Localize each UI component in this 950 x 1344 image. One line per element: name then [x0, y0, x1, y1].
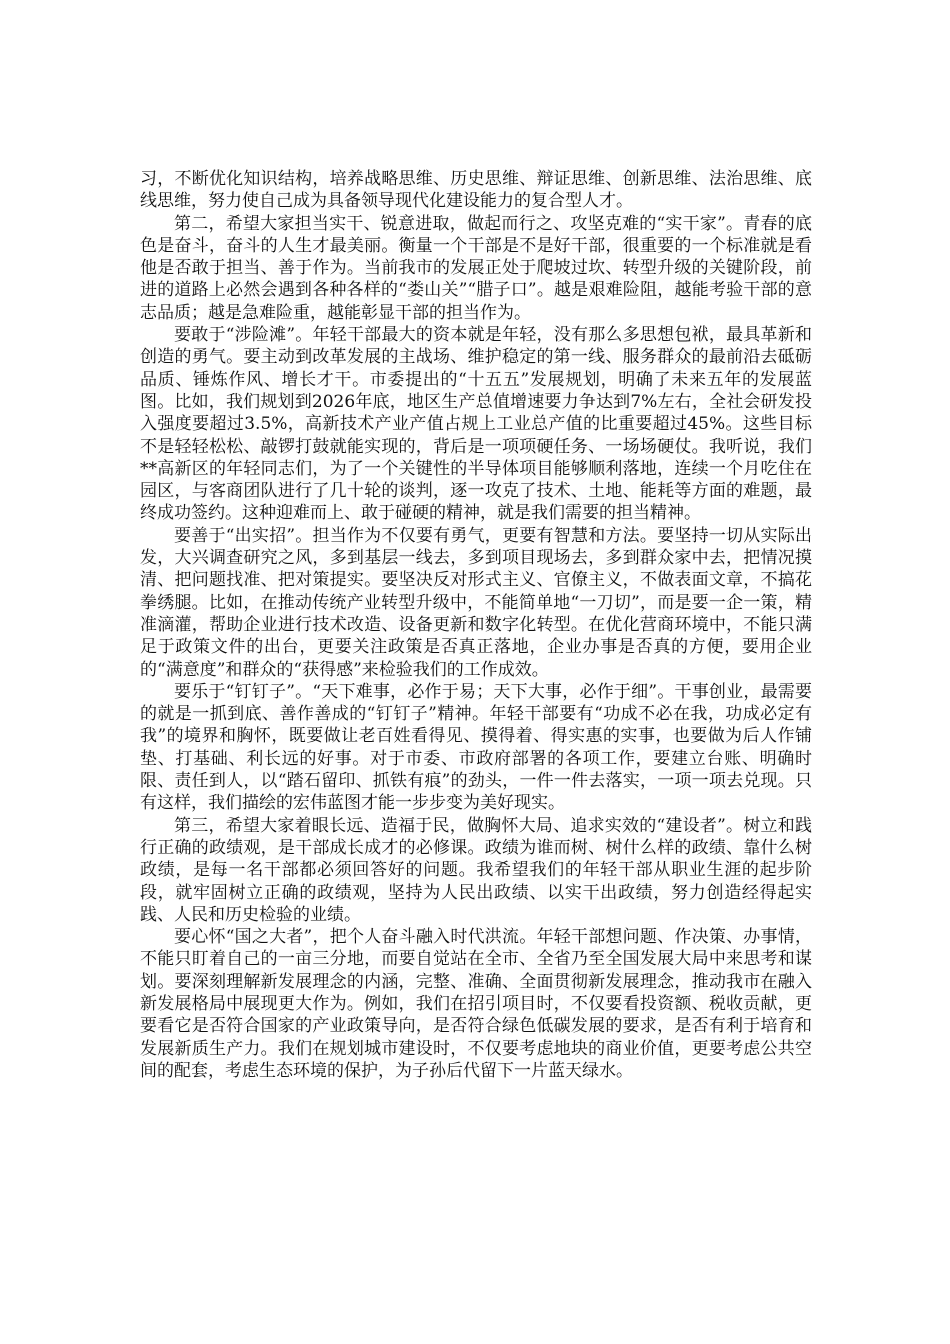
body-text	[140, 168, 812, 1082]
paragraph: 要敢于“涉险滩”。年轻干部最大的资本就是年轻，没有那么多思想包袱，最具革新和创造的勇气。要主动到改革发展的主战场、维护稳定的第一线、服务群众的最前沿去砥砺品质、锤炼作风、增长才干。市委提出的“十五五”发展规划，明确了未来五年的发展蓝图。比如，我们规划到2026年底，地区生产总值增速要力争达到7%左右，全社会研发投入强度要超过3.5%，高新技术产业产值占规上工业总产值的比重要超过45%。这些目标不是轻轻松松、敲锣打鼓就能实现的，背后是一项项硬任务、一场场硬仗。我听说，我们**高新区的年轻同志们，为了一个关键性的半导体项目能够顺利落地，连续一个月吃住在园区，与客商团队进行了几十轮的谈判，逐一攻克了技术、土地、能耗等方面的难题，最终成功签约。这种迎难而上、敢于碰硬的精神，就是我们需要的担当精神。	[140, 325, 812, 524]
paragraph: 要心怀“国之大者”，把个人奋斗融入时代洪流。年轻干部想问题、作决策、办事情，不能只盯着自己的一亩三分地，而要自觉站在全市、全省乃至全国发展大局中来思考和谋划。要深刻理解新发展理念的内涵，完整、准确、全面贯彻新发展理念，推动我市在融入新发展格局中展现更大作为。例如，我们在招引项目时，不仅要看投资额、税收贡献，更要看它是否符合国家的产业政策导向，是否符合绿色低碳发展的要求，是否有利于培育和发展新质生产力。我们在规划城市建设时，不仅要考虑地块的商业价值，更要考虑公共空间的配套，考虑生态环境的保护，为子孙后代留下一片蓝天绿水。	[140, 927, 812, 1081]
paragraph: 要乐于“钉钉子”。“天下难事，必作于易；天下大事，必作于细”。干事创业，最需要的就是一抓到底、善作善成的“钉钉子”精神。年轻干部要有“功成不必在我，功成必定有我”的境界和胸怀，既要做让老百姓看得见、摸得着、得实惠的实事，也要做为后人作铺垫、打基础、利长远的好事。对于市委、市政府部署的各项工作，要建立台账、明确时限、责任到人，以“踏石留印、抓铁有痕”的劲头，一件一件去落实，一项一项去兑现。只有这样，我们描绘的宏伟蓝图才能一步步变为美好现实。	[140, 681, 812, 814]
paragraph: 要善于“出实招”。担当作为不仅要有勇气，更要有智慧和方法。要坚持一切从实际出发，大兴调查研究之风，多到基层一线去，多到项目现场去，多到群众家中去，把情况摸清、把问题找准、把对策提实。要坚决反对形式主义、官僚主义，不做表面文章，不搞花拳绣腿。比如，在推动传统产业转型升级中，不能简单地“一刀切”，而是要一企一策，精准滴灌，帮助企业进行技术改造、设备更新和数字化转型。在优化营商环境中，不能只满足于政策文件的出台，更要关注政策是否真正落地，企业办事是否真的方便，要用企业的“满意度”和群众的“获得感”来检验我们的工作成效。	[140, 525, 812, 680]
paragraph: 第三，希望大家着眼长远、造福于民，做胸怀大局、追求实效的“建设者”。树立和践行正确的政绩观，是干部成长成才的必修课。政绩为谁而树、树什么样的政绩、靠什么树政绩，是每一名干部都必须回答好的问题。我希望我们的年轻干部从职业生涯的起步阶段，就牢固树立正确的政绩观，坚持为人民出政绩、以实干出政绩，努力创造经得起实践、人民和历史检验的业绩。	[140, 815, 812, 925]
paragraph: 习，不断优化知识结构，培养战略思维、历史思维、辩证思维、创新思维、法治思维、底线思维，努力使自己成为具备领导现代化建设能力的复合型人才。	[140, 169, 812, 212]
paragraph: 第二，希望大家担当实干、锐意进取，做起而行之、攻坚克难的“实干家”。青春的底色是奋斗，奋斗的人生才最美丽。衡量一个干部是不是好干部，很重要的一个标准就是看他是否敢于担当、善于作为。当前我市的发展正处于爬坡过坎、转型升级的关键阶段，前进的道路上必然会遇到各种各样的“娄山关”“腊子口”。越是艰难险阻，越能考验干部的意志品质；越是急难险重，越能彰显干部的担当作为。	[140, 213, 812, 323]
